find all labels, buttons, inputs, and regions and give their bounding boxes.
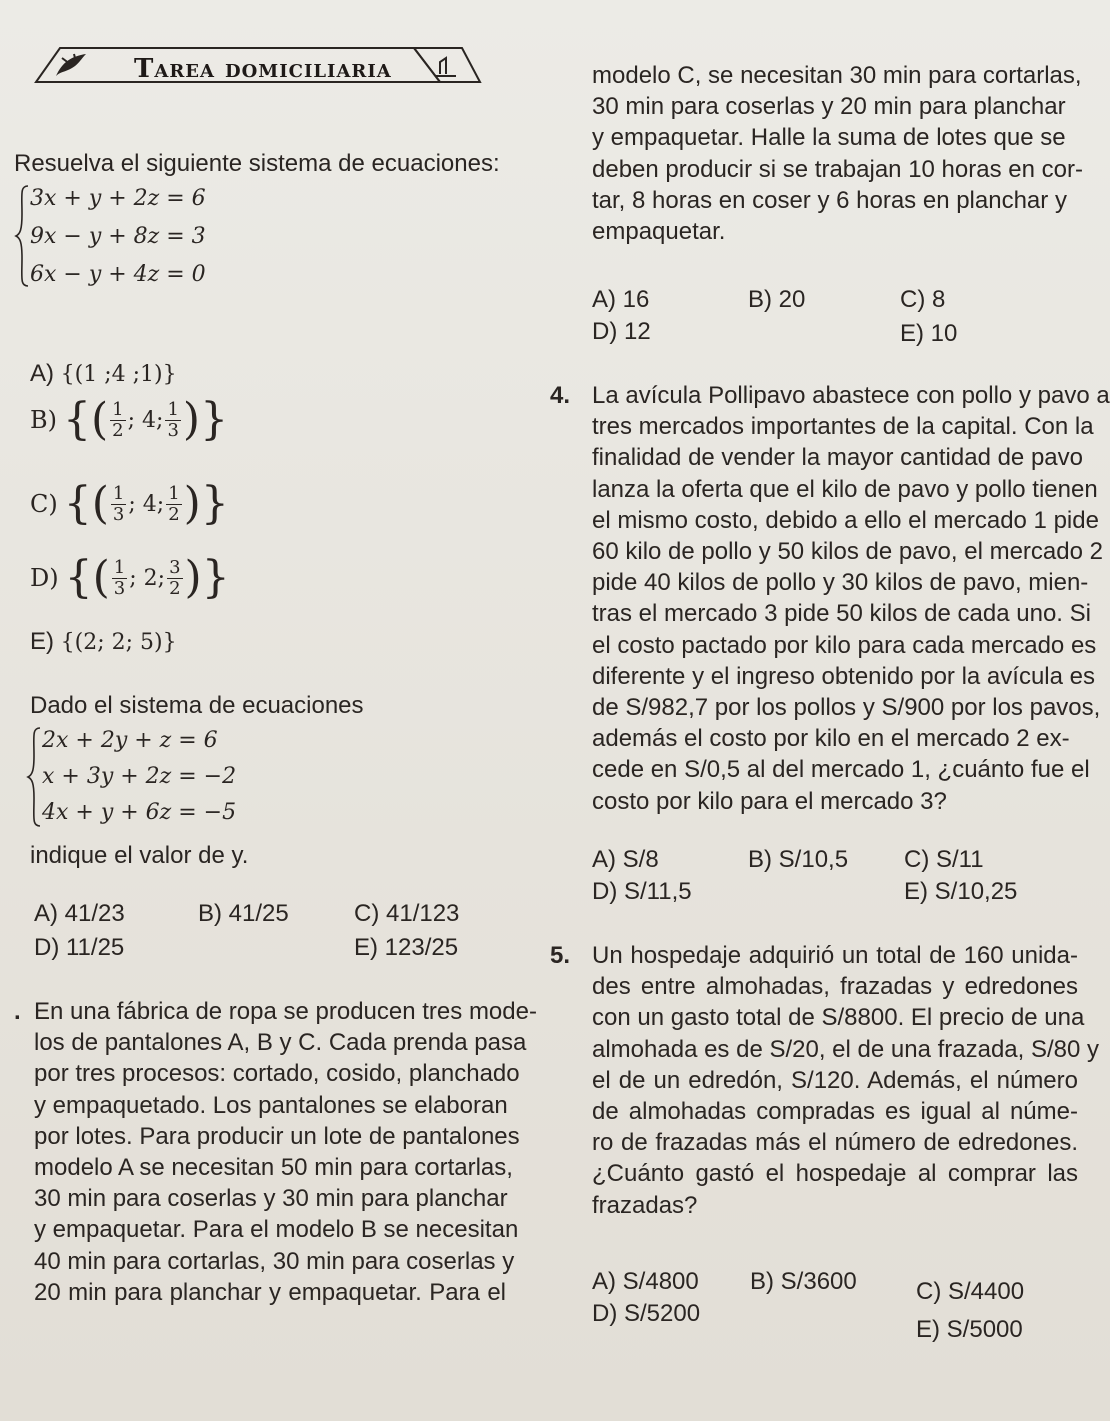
q3-text-left [34, 996, 537, 1308]
text-line: costo por kilo para el mercado 3? [592, 787, 947, 815]
text-line: además el costo por kilo en el mercado 2 ex- [592, 725, 1070, 753]
q5-number: 5. [550, 942, 571, 969]
q2-prompt: Dado el sistema de ecuaciones [30, 692, 364, 719]
q2-brace [26, 726, 42, 828]
q3-option-a[interactable]: A) 16 [592, 286, 650, 313]
q5-text [592, 940, 1100, 1221]
text-line: el costo pactado por kilo para cada mercado es [592, 631, 1097, 659]
q1-option-a[interactable]: A) {(1 ;4 ;1)} [30, 360, 177, 387]
q3-option-b[interactable]: B) 20 [748, 286, 806, 313]
text-line: 40 min para cortarlas, 30 min para coserlas y [34, 1247, 515, 1275]
text-line: lanza la oferta que el kilo de pavo y pollo tienen [592, 475, 1098, 503]
text-line: ¿Cuánto gastó el hospedaje al comprar las [592, 1160, 1078, 1188]
text-line: y empaquetar. Para el modelo B se necesitan [34, 1216, 519, 1244]
fraction: $\frac{1}{3}$ [113, 556, 126, 599]
q2-equation: 2x + 2y + z = 6 [42, 728, 218, 753]
q2-option-a[interactable]: A) 41/23 [34, 900, 125, 927]
text-line: tar, 8 horas en coser y 6 horas en planchar y [592, 186, 1067, 214]
q3-text-right [592, 60, 1083, 247]
text-line: de almohadas compradas es igual al núme- [592, 1098, 1078, 1126]
q1-option-b[interactable]: B) { ( $\frac{1}{2}$ ; 4; $\frac{1}{3}$ ) } [30, 394, 229, 445]
q2-equation: 4x + y + 6z = −5 [42, 800, 237, 825]
text-line: modelo A se necesitan 50 min para cortarlas, [34, 1154, 513, 1182]
text-line: cede en S/0,5 al del mercado 1, ¿cuánto fue el [592, 756, 1090, 784]
text-line: Un hospedaje adquirió un total de 160 unida- [592, 942, 1078, 969]
q5-option-a[interactable]: A) S/4800 [592, 1268, 699, 1295]
fraction: $\frac{1}{3}$ [112, 482, 125, 525]
q2-option-d[interactable]: D) 11/25 [34, 934, 125, 961]
q2-option-c[interactable]: C) 41/123 [354, 900, 460, 927]
q5-option-d[interactable]: D) S/5200 [592, 1300, 701, 1327]
q4-option-a[interactable]: A) S/8 [592, 846, 659, 873]
text-line: el mismo costo, debido a ello el mercado 1 pide [592, 506, 1099, 534]
q2-option-b[interactable]: B) 41/25 [198, 900, 289, 927]
q5-option-e[interactable]: E) S/5000 [916, 1316, 1023, 1343]
pencil-icon [432, 56, 462, 80]
page-title: Tarea domiciliaria [134, 54, 392, 84]
text-line: tres mercados importantes de la capital. Con la [592, 413, 1094, 441]
fraction: $\frac{1}{2}$ [112, 398, 124, 441]
q1-brace [14, 184, 30, 288]
text-line: diferente y el ingreso obtenido por la avícula es [592, 662, 1095, 690]
text-line: frazadas? [592, 1191, 698, 1219]
text-line: almohada es de S/20, el de una frazada, S/80 y [592, 1035, 1100, 1063]
q3-bullet: . [14, 998, 21, 1025]
text-line: En una fábrica de ropa se producen tres mode- [34, 998, 537, 1025]
q4-text [592, 380, 1110, 817]
q5-option-c[interactable]: C) S/4400 [916, 1278, 1025, 1305]
text-line: los de pantalones A, B y C. Cada prenda pasa [34, 1029, 527, 1057]
text-line: y empaquetado. Los pantalones se elaboran [34, 1091, 508, 1119]
text-line: por lotes. Para producir un lote de pantalones [34, 1122, 520, 1150]
q2-ask: indique el valor de y. [30, 842, 249, 869]
q1-option-c[interactable]: C) { ( $\frac{1}{3}$ ; 4; $\frac{1}{2}$ ) } [30, 478, 229, 529]
text-line: el de un edredón, S/120. Además, el número [592, 1066, 1078, 1094]
text-line: La avícula Pollipavo abastece con pollo y pavo a [592, 382, 1110, 409]
q4-option-b[interactable]: B) S/10,5 [748, 846, 849, 873]
q1-option-e[interactable]: E) {(2; 2; 5)} [30, 628, 177, 655]
fraction: $\frac{1}{3}$ [167, 398, 179, 441]
text-line: por tres procesos: cortado, cosido, planchado [34, 1060, 520, 1088]
text-line: modelo C, se necesitan 30 min para cortarlas, [592, 62, 1082, 89]
text-line: 30 min para coserlas y 20 min para planchar [592, 93, 1066, 121]
q2-equation: x + 3y + 2z = −2 [42, 764, 237, 789]
text-line: deben producir si se trabajan 10 horas en cor- [592, 155, 1083, 183]
header-banner [22, 36, 492, 94]
text-line: ro de frazadas más el número de edredones. [592, 1129, 1078, 1157]
q1-prompt: Resuelva el siguiente sistema de ecuaciones: [14, 150, 500, 177]
q1-equation: 6x − y + 4z = 0 [30, 262, 206, 287]
q3-option-d[interactable]: D) 12 [592, 318, 651, 345]
q3-option-e[interactable]: E) 10 [900, 320, 958, 347]
fraction: $\frac{3}{2}$ [169, 556, 181, 599]
q4-option-c[interactable]: C) S/11 [904, 846, 984, 873]
q2-option-e[interactable]: E) 123/25 [354, 934, 459, 961]
text-line: 20 min para planchar y empaquetar. Para el [34, 1278, 506, 1306]
q4-option-d[interactable]: D) S/11,5 [592, 878, 692, 905]
text-line: finalidad de vender la mayor cantidad de pavo [592, 444, 1083, 472]
q4-number: 4. [550, 382, 571, 409]
q3-option-c[interactable]: C) 8 [900, 286, 946, 313]
leaf-icon [52, 50, 92, 80]
text-line: 30 min para coserlas y 30 min para planchar [34, 1185, 508, 1213]
text-line: tras el mercado 3 pide 50 kilos de cada uno. Si [592, 600, 1091, 628]
text-line: 60 kilo de pollo y 50 kilos de pavo, el mercado 2 [592, 538, 1103, 566]
q5-option-b[interactable]: B) S/3600 [750, 1268, 857, 1295]
text-line: de S/982,7 por los pollos y S/900 por los pavos, [592, 694, 1101, 722]
text-line: con un gasto total de S/8800. El precio de una [592, 1004, 1085, 1032]
text-line: empaquetar. [592, 218, 726, 246]
fraction: $\frac{1}{2}$ [168, 482, 180, 525]
q4-option-e[interactable]: E) S/10,25 [904, 878, 1018, 905]
q1-equation: 9x − y + 8z = 3 [30, 224, 206, 249]
q1-option-d[interactable]: D) { ( $\frac{1}{3}$ ; 2; $\frac{3}{2}$ ) } [30, 552, 230, 603]
text-line: pide 40 kilos de pollo y 30 kilos de pavo, mien- [592, 569, 1089, 597]
text-line: y empaquetar. Halle la suma de lotes que se [592, 124, 1066, 152]
text-line: des entre almohadas, frazadas y edredones [592, 973, 1078, 1001]
q1-equation: 3x + y + 2z = 6 [30, 186, 206, 211]
